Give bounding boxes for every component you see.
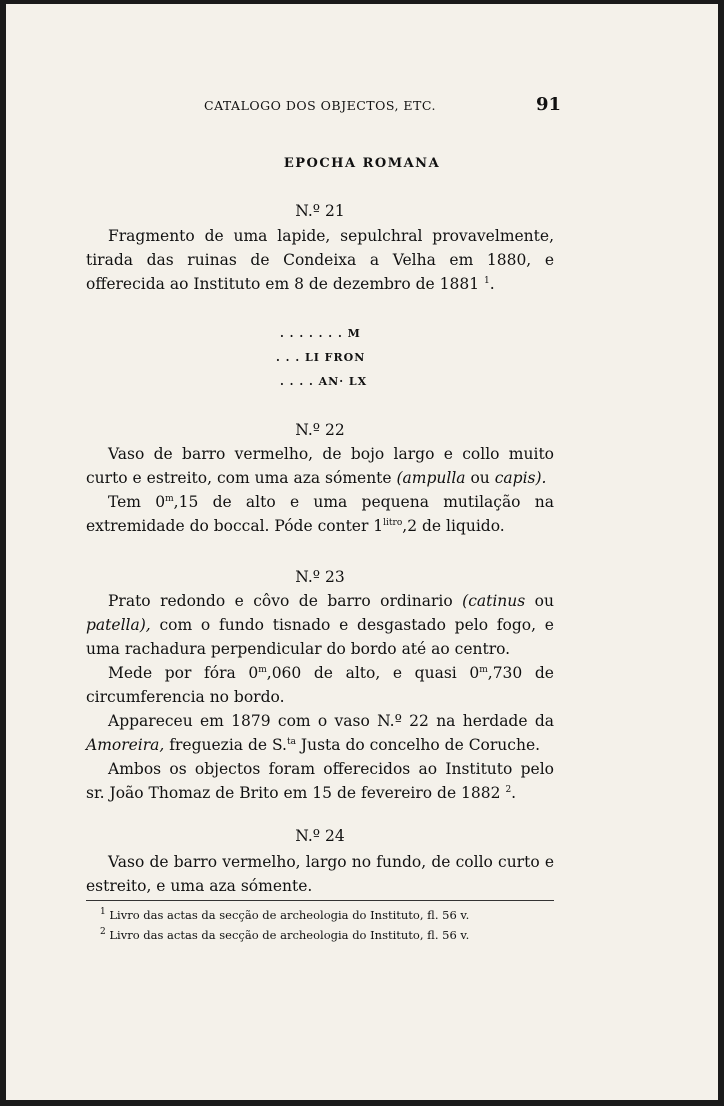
- entry-21-paragraph: Fragmento de uma lapide, sepulchral provavelmente, tirada das ruinas de Condeixa a Velha em 1880, e offerecida ao Instituto em 8 de dezembro de 1881 $^1$.: [86, 227, 554, 293]
- footnotes: [86, 900, 554, 945]
- section-title: EPOCHA ROMANA: [283, 156, 441, 171]
- entry-number-24: N.º 24: [295, 827, 345, 845]
- footnote: $^2$ Livro das actas da secção de archeologia do Instituto, fl. 56 v.: [100, 927, 470, 942]
- book-page: [6, 4, 718, 1100]
- footnote-ref: 2: [505, 784, 512, 795]
- entry-number-21: N.º 21: [295, 202, 345, 220]
- inscription-line: . . . . AN· LX: [280, 375, 368, 388]
- entry-23-paragraph: Mede por fóra 0$^m$,060 de alto, e quasi 0$^m$,730 de circumferencia no bordo.: [86, 664, 554, 706]
- entry-23-paragraph: Prato redondo e côvo de barro ordinario (catinus ou patella), com o fundo tisnado e desgastado pelo fogo, e uma rachadura perpendicular do bordo até ao centro.: [86, 592, 554, 658]
- entry-23-paragraph: Ambos os objectos foram offerecidos ao Instituto pelo sr. João Thomaz de Brito em 15 de fevereiro de 1882 $^2$.: [86, 760, 554, 802]
- page-header: [6, 94, 718, 118]
- inscription-line: . . . . . . . M: [280, 327, 361, 340]
- footnote: $^1$ Livro das actas da secção de archeologia do Instituto, fl. 56 v.: [100, 907, 470, 922]
- running-head: CATALOGO DOS OBJECTOS, ETC.: [204, 98, 436, 113]
- footnote-ref: 1: [484, 275, 490, 286]
- entry-22-paragraph: Tem 0$^m$,15 de alto e uma pequena mutilação na extremidade do boccal. Póde conter $1^{litro},2$ de liquido.: [86, 493, 554, 535]
- entry-number-23: N.º 23: [295, 568, 345, 586]
- entry-24-text: [86, 850, 554, 898]
- entry-23-paragraph: Appareceu em 1879 com o vaso N.º 22 na herdade da Amoreira, freguezia de S.$^{ta}$ Justa do concelho de Coruche.: [86, 712, 554, 754]
- entry-22-paragraph: Vaso de barro vermelho, de bojo largo e collo muito curto e estreito, com uma aza sómente (ampulla ou capis).: [86, 445, 554, 487]
- entry-22-text: [86, 442, 554, 538]
- entry-23-text: [86, 589, 554, 805]
- lapide-inscription: [86, 322, 554, 394]
- page-number: 91: [536, 94, 562, 115]
- inscription-line: . . . LI FRON: [276, 351, 366, 364]
- entry-24-paragraph: Vaso de barro vermelho, largo no fundo, de collo curto e estreito, e uma aza sómente.: [86, 853, 554, 895]
- entry-number-22: N.º 22: [295, 421, 345, 439]
- entry-21-text: [86, 224, 554, 296]
